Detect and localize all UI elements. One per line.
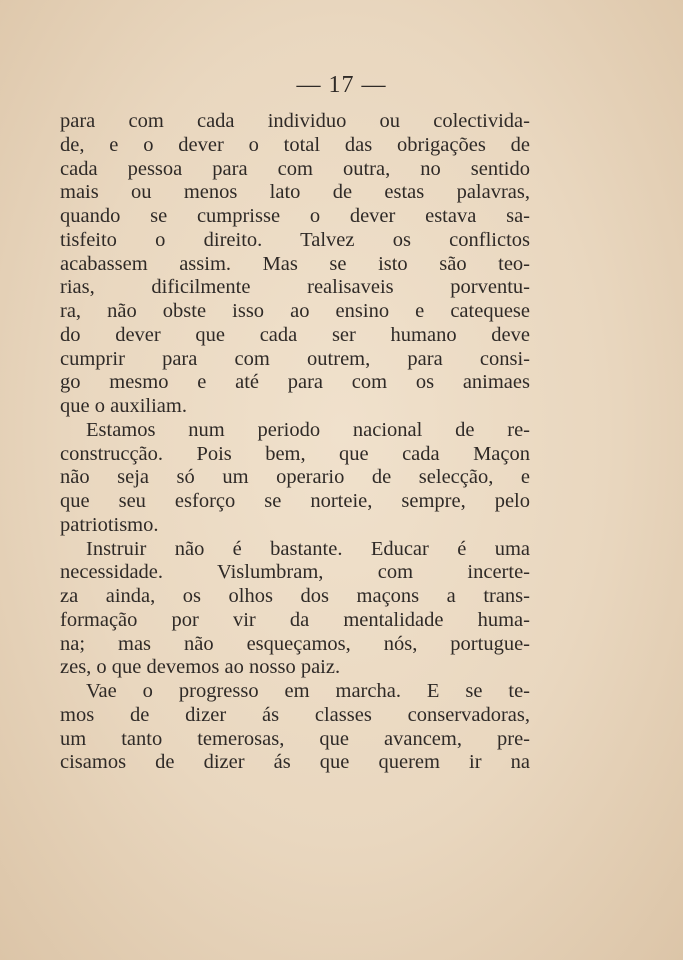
paragraph-end-line: que o auxiliam. — [60, 395, 187, 417]
text-line: tisfeito o direito. Talvez os conflictos — [60, 228, 530, 251]
text-line: na; mas não esqueçamos, nós, portugue- — [60, 632, 530, 655]
page-number: — 17 — — [296, 72, 387, 98]
text-line: que seu esforço se norteie, sempre, pelo — [60, 490, 530, 512]
body-text — [60, 110, 530, 775]
paragraph-end-line: zes, o que devemos ao nosso paiz. — [60, 656, 341, 679]
text-line: mais ou menos lato de estas palavras, — [60, 181, 530, 204]
text-line: formação por vir da mentalidade huma- — [60, 608, 530, 631]
paragraph-start-line: Estamos num periodo nacional de re- — [86, 418, 530, 441]
text-line: necessidade. Vislumbram, com incerte- — [60, 561, 530, 584]
text-line: do dever que cada ser humano deve — [60, 323, 530, 346]
text-line: ra, não obste isso ao ensino e catequese — [60, 300, 530, 322]
text-line: cisamos de dizer ás que querem ir na — [60, 751, 530, 774]
paragraph-start-line: Vae o progresso em marcha. E se te- — [86, 680, 530, 702]
text-line: rias, dificilmente realisaveis porventu- — [60, 276, 530, 299]
text-line: não seja só um operario de selecção, e — [60, 466, 530, 489]
text-line: mos de dizer ás classes conservadoras, — [60, 703, 530, 726]
text-line: cada pessoa para com outra, no sentido — [60, 157, 530, 180]
text-line: go mesmo e até para com os animaes — [60, 371, 530, 394]
text-line: quando se cumprisse o dever estava sa- — [60, 205, 530, 227]
text-line: de, e o dever o total das obrigações de — [60, 133, 530, 156]
paragraph-end-line: patriotismo. — [60, 513, 159, 536]
text-line: acabassem assim. Mas se isto são teo- — [60, 252, 530, 275]
paragraph-start-line: Instruir não é bastante. Educar é uma — [86, 537, 530, 560]
text-line: para com cada individuo ou colectivida- — [60, 110, 530, 132]
text-line: um tanto temerosas, que avancem, pre- — [60, 727, 530, 750]
text-line: cumprir para com outrem, para consi- — [60, 347, 530, 370]
text-line: za ainda, os olhos dos maçons a trans- — [60, 585, 530, 607]
text-line: construcção. Pois bem, que cada Maçon — [60, 442, 530, 465]
